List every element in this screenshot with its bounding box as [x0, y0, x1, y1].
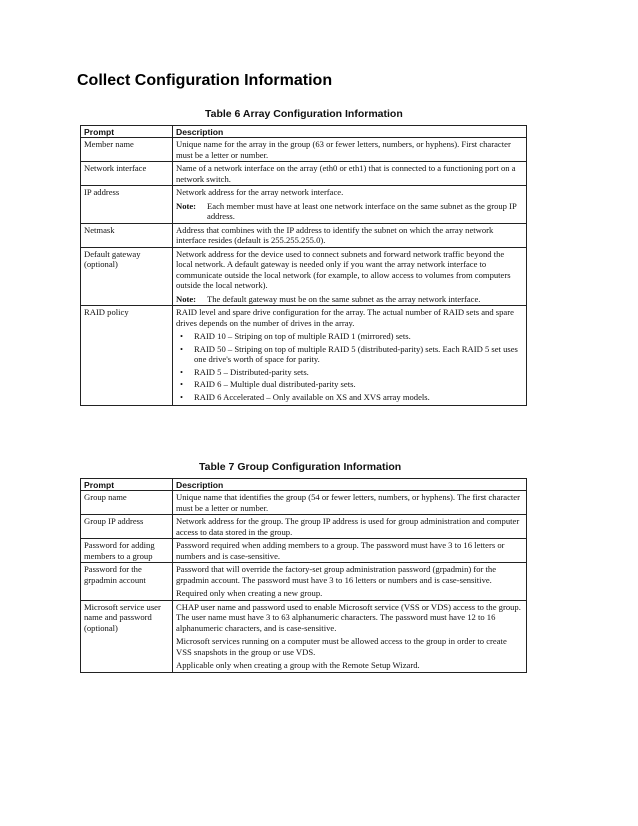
description-cell — [173, 600, 527, 672]
description-cell — [173, 247, 527, 305]
description-cell — [173, 138, 527, 162]
table-row — [81, 515, 527, 539]
table-row — [81, 563, 527, 600]
prompt-cell: RAID policy — [81, 306, 173, 406]
note-label: Note: — [176, 293, 197, 304]
table-row — [81, 138, 527, 162]
prompt-cell: Microsoft service user name and password (optional) — [81, 600, 173, 672]
description-text: CHAP user name and password used to enable Microsoft service (VSS or VDS) access to the group. The user name must have 3 to 63 alphanumeric characters. The password must have 12 to 16 alphanumeric characters, and is case-sensitive. — [176, 601, 521, 633]
prompt-cell: Member name — [81, 138, 173, 162]
note — [176, 201, 523, 222]
description-cell — [173, 306, 527, 406]
description-cell — [173, 223, 527, 247]
bullet-icon: • — [180, 343, 184, 354]
table-row — [81, 186, 527, 223]
description-text: Network address for the array network interface. — [176, 187, 344, 198]
note — [176, 294, 523, 304]
list-item — [180, 331, 523, 341]
prompt-cell: Password for adding members to a group — [81, 539, 173, 563]
prompt-cell: Network interface — [81, 162, 173, 186]
description-text: Address that combines with the IP address to identify the subnet on which the array network interface resides (default is 255.255.255.0). — [176, 224, 494, 246]
description-text: Name of a network interface on the array (eth0 or eth1) that is connected to a functioning port on a network switch. — [176, 163, 516, 184]
list-item-text: RAID 6 – Multiple dual distributed-parity sets. — [194, 379, 356, 390]
description-text: Network address for the device used to connect subnets and forward network traffic beyond the local network. A default gateway is needed only if you want the array network interface to communicate outside the local network (for example, to allow access to volumes from computers outside the local network). — [176, 248, 511, 291]
table6-caption: Table 6 Array Configuration Information — [205, 108, 403, 120]
table-row — [81, 600, 527, 672]
list-item — [180, 367, 523, 377]
prompt-column-header: Prompt — [81, 479, 173, 491]
bullet-icon: • — [180, 366, 184, 377]
prompt-cell: Group IP address — [81, 515, 173, 539]
page-heading: Collect Configuration Information — [77, 72, 333, 89]
bullet-icon: • — [180, 331, 184, 342]
table-row — [81, 247, 527, 305]
note-label: Note: — [176, 200, 197, 211]
list-item-text: RAID 6 Accelerated – Only available on XS and XVS array models. — [194, 391, 430, 402]
bullet-icon: • — [180, 379, 184, 390]
description-text: Microsoft services running on a computer must be allowed access to the group in order to create VSS snapshots in the group or use VDS. — [176, 636, 507, 657]
raid-options-list — [176, 331, 523, 402]
list-item — [180, 392, 523, 402]
description-text: Unique name for the array in the group (63 or fewer letters, numbers, or hyphens). First character must be a letter or number. — [176, 139, 511, 160]
description-text: Password required when adding members to a group. The password must have 3 to 16 letters or numbers and is case-sensitive. — [176, 540, 505, 561]
note-text: Each member must have at least one network interface on the same subnet as the group IP address. — [207, 200, 517, 222]
description-text: Applicable only when creating a group with the Remote Setup Wizard. — [176, 660, 420, 671]
description-text: Unique name that identifies the group (54 or fewer letters, numbers, or hyphens). The first character must be a letter or number. — [176, 492, 520, 513]
description-cell — [173, 563, 527, 600]
prompt-cell: Default gateway (optional) — [81, 247, 173, 305]
bullet-icon: • — [180, 391, 184, 402]
table-header-row — [81, 479, 527, 491]
group-configuration-table — [80, 478, 527, 673]
description-text: Required only when creating a new group. — [176, 588, 323, 599]
description-column-header: Description — [173, 126, 527, 138]
description-cell — [173, 186, 527, 223]
array-configuration-table — [80, 125, 527, 406]
description-column-header: Description — [173, 479, 527, 491]
description-text: Network address for the group. The group IP address is used for group administration and computer access to data stored in the group. — [176, 516, 520, 537]
prompt-column-header: Prompt — [81, 126, 173, 138]
table7-caption: Table 7 Group Configuration Information — [199, 461, 402, 473]
prompt-cell: IP address — [81, 186, 173, 223]
prompt-cell: Netmask — [81, 223, 173, 247]
list-item-text: RAID 10 – Striping on top of multiple RAID 1 (mirrored) sets. — [194, 331, 411, 342]
prompt-cell: Group name — [81, 491, 173, 515]
table-row — [81, 223, 527, 247]
table-header-row — [81, 126, 527, 138]
description-cell — [173, 162, 527, 186]
list-item-text: RAID 5 – Distributed-parity sets. — [194, 366, 309, 377]
list-item — [180, 344, 523, 365]
description-text: RAID level and spare drive configuration for the array. The actual number of RAID sets and spare drives depends on the number of drives in the array. — [176, 307, 514, 328]
description-text: Password that will override the factory-set group administration password (grpadmin) for the grpadmin account. The password must have 3 to 16 letters or numbers and is case-sensitive. — [176, 564, 497, 585]
table-row — [81, 162, 527, 186]
list-item — [180, 379, 523, 389]
prompt-cell: Password for the grpadmin account — [81, 563, 173, 600]
table-row — [81, 306, 527, 406]
description-cell — [173, 491, 527, 515]
description-cell — [173, 515, 527, 539]
note-text: The default gateway must be on the same subnet as the array network interface. — [207, 293, 481, 304]
list-item-text: RAID 50 – Striping on top of multiple RAID 5 (distributed-parity) sets. Each RAID 5 set uses one drive's worth of space for parity. — [194, 343, 518, 365]
table-row — [81, 539, 527, 563]
description-cell — [173, 539, 527, 563]
table-row — [81, 491, 527, 515]
